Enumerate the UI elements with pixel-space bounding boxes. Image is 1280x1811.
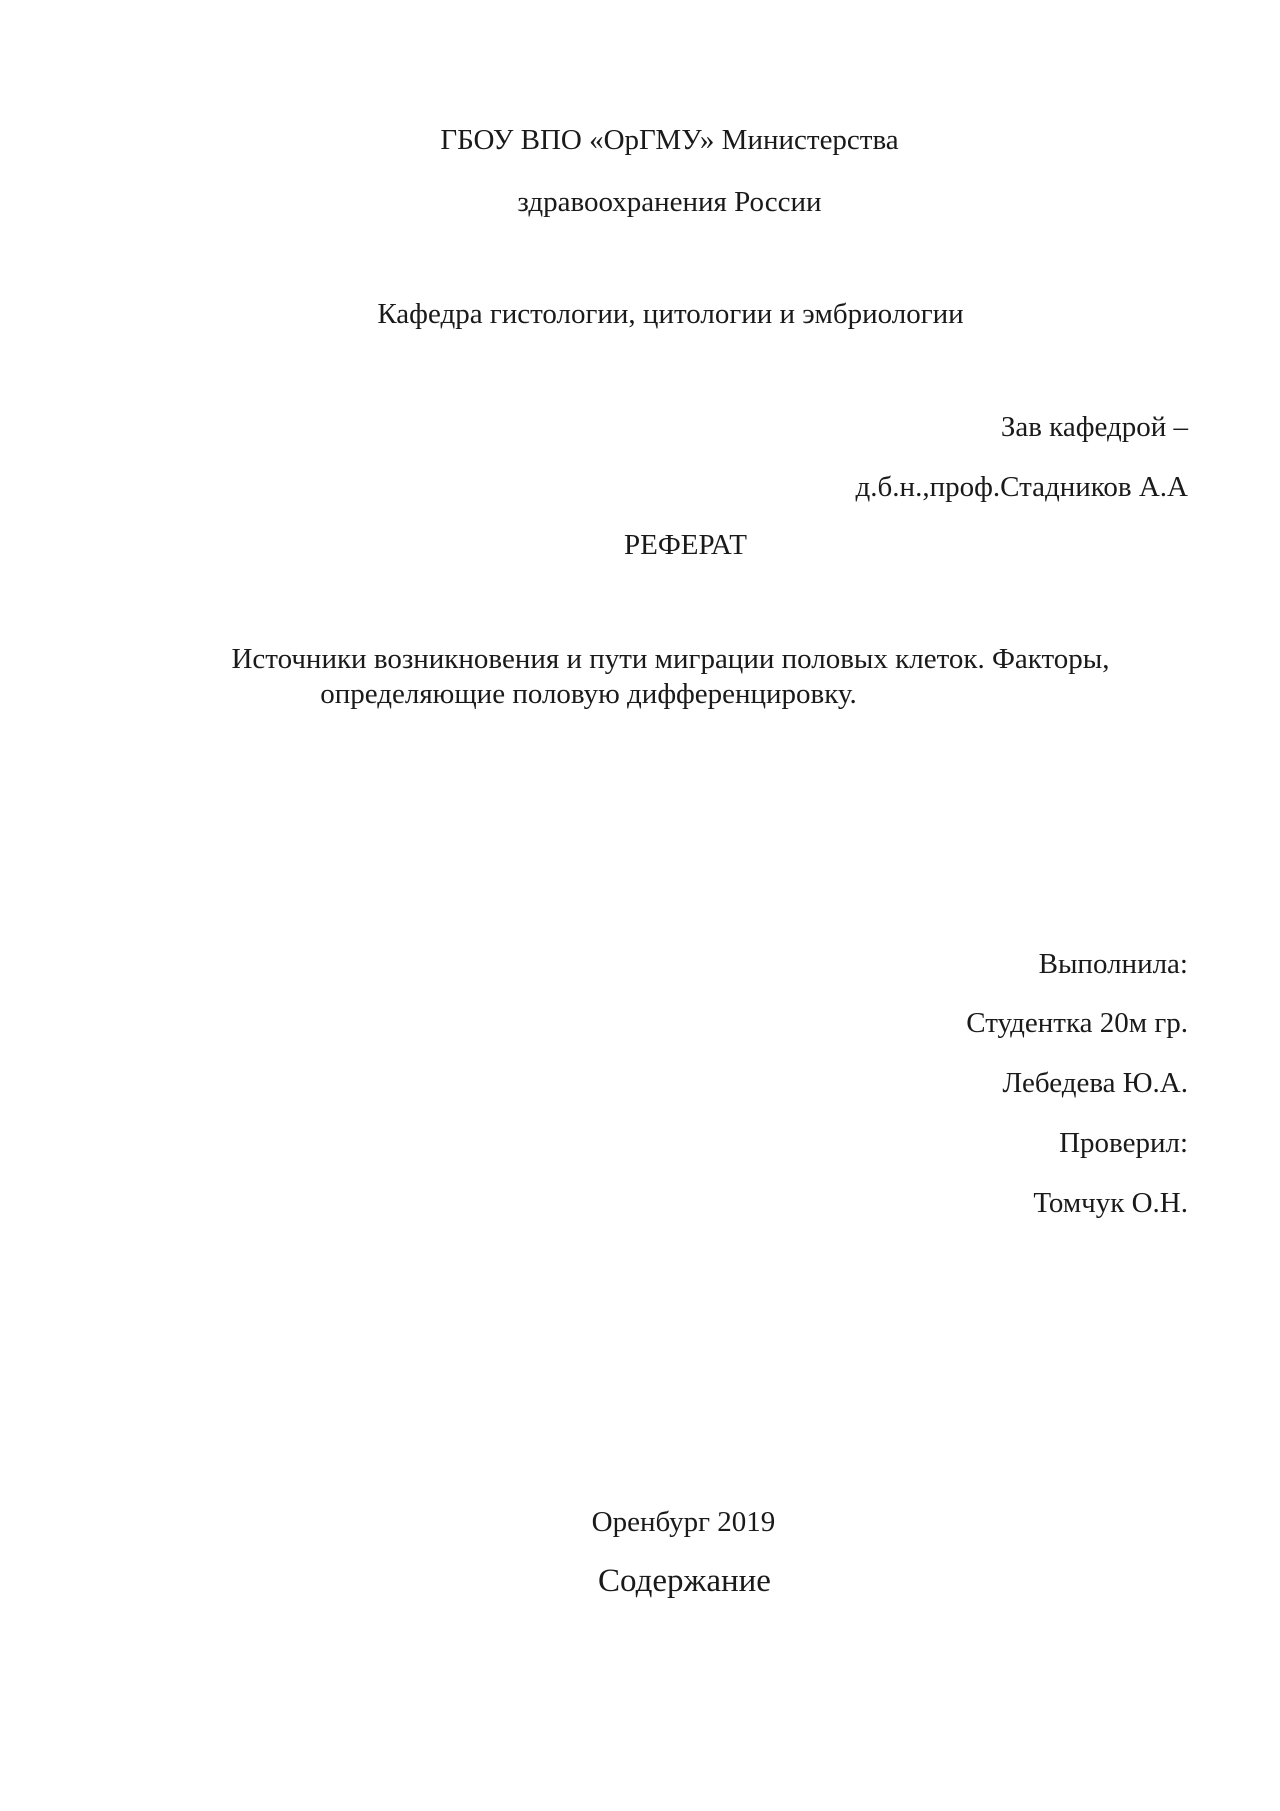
table-of-contents-heading: Содержание	[598, 1563, 771, 1599]
head-of-department-label: Зав кафедрой –	[1000, 411, 1188, 443]
document-type-heading: РЕФЕРАТ	[624, 529, 747, 561]
city-and-year: Оренбург 2019	[591, 1506, 776, 1538]
reviewer-label: Проверил:	[1059, 1127, 1188, 1159]
department-name: Кафедра гистологии, цитологии и эмбриологии	[377, 298, 964, 330]
topic-title-line2: определяющие половую дифференцировку.	[320, 678, 857, 710]
reviewer-name: Томчук О.Н.	[1033, 1187, 1188, 1219]
author-name: Лебедева Ю.А.	[1002, 1067, 1188, 1099]
topic-title-line1: Источники возникновения и пути миграции половых клеток. Факторы,	[231, 643, 1110, 675]
institution-name-line1: ГБОУ ВПО «ОрГМУ» Министерства	[440, 124, 899, 156]
author-group: Студентка 20м гр.	[966, 1007, 1188, 1039]
head-of-department-name: д.б.н.,проф.Стадников А.А	[855, 471, 1188, 503]
institution-name-line2: здравоохранения России	[517, 186, 822, 218]
author-label: Выполнила:	[1038, 948, 1188, 980]
